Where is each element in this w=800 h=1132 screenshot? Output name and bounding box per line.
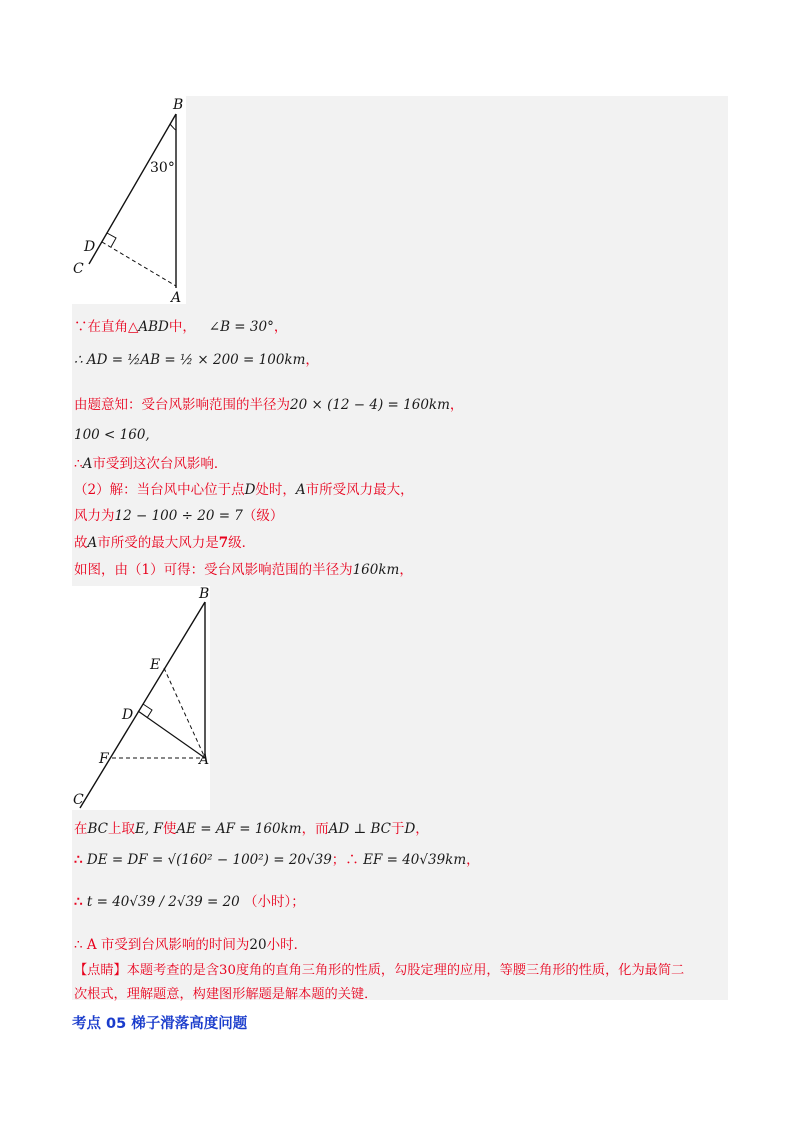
line-10: 在BC上取E, F使AE = AF = 160km，而AD ⊥ BC于D， [74, 821, 429, 837]
line-15: 次根式，理解题意，构建图形解题是解本题的关键． [74, 987, 378, 1002]
segment-EA [164, 668, 205, 758]
line-5: ∴A市受到这次台风影响． [74, 456, 228, 472]
segment-DA [138, 711, 205, 758]
section-heading: 考点 05 梯子滑落高度问题 [72, 1016, 248, 1032]
line-4: 100 < 160, [74, 427, 150, 443]
figure-1-svg [72, 96, 186, 304]
figure-2 [72, 586, 210, 810]
label-B: B [199, 586, 210, 602]
figure-2-svg [72, 586, 210, 810]
line-9: 如图，由（1）可得：受台风影响范围的半径为160km， [74, 562, 413, 578]
label-F: F [99, 751, 109, 767]
label-D: D [84, 239, 96, 255]
figure-1 [72, 96, 186, 304]
label-B: B [173, 97, 184, 113]
line-7: 风力为12 − 100 ÷ 20 = 7（级） [74, 508, 284, 524]
line-1: ∵在直角△ABD中， ∠B = 30°， [74, 319, 288, 335]
segment-BC [89, 114, 176, 264]
label-C: C [73, 792, 84, 808]
line-3: 由题意知：受台风影响范围的半径为20 × (12 − 4) = 160km， [74, 397, 464, 413]
label-A: A [199, 752, 210, 768]
line-8: 故A市所受的最大风力是7级． [74, 535, 256, 551]
line-2: ∴ AD = ½AB = ½ × 200 = 100km， [74, 352, 319, 368]
right-angle-mark [107, 233, 116, 247]
segment-BC [80, 602, 205, 808]
angle-arc [170, 124, 176, 130]
label-E: E [150, 657, 161, 673]
line-11: ∴ DE = DF = √(160² − 100²) = 20√39；∴ EF = 40√39km， [74, 852, 480, 868]
line-12: ∴ t = 40√39 / 2√39 = 20 （小时）； [74, 894, 305, 910]
label-D: D [122, 707, 134, 723]
segment-DA [102, 242, 176, 286]
label-A: A [171, 290, 182, 304]
line-14: 【点睛】本题考查的是含30度角的直角三角形的性质，勾股定理的应用，等腰三角形的性质，化为最简二 [74, 963, 685, 978]
label-C: C [73, 261, 84, 277]
line-6: （2）解：当台风中心位于点D处时，A市所受风力最大， [74, 482, 414, 498]
angle-label: 30° [150, 160, 175, 176]
line-13: ∴ A 市受到台风影响的时间为20小时． [74, 937, 308, 953]
